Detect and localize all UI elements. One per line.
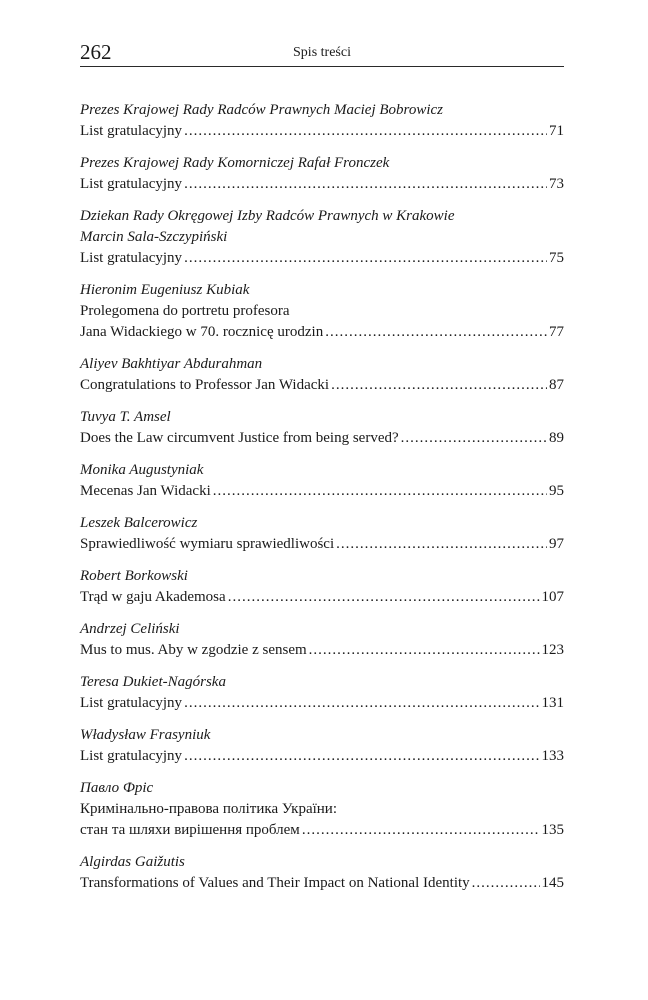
toc-entry xyxy=(80,852,564,894)
page-number: 262 xyxy=(80,40,112,64)
dot-leader xyxy=(336,534,547,555)
entry-page-number: 77 xyxy=(549,324,564,340)
entry-title: стан та шляхи вирішення проблем xyxy=(80,822,300,838)
entry-title: Mecenas Jan Widacki xyxy=(80,483,211,499)
toc-entry xyxy=(80,778,564,841)
dot-leader xyxy=(325,322,547,343)
dot-leader xyxy=(184,174,547,195)
entry-title-row xyxy=(80,121,564,142)
dot-leader xyxy=(472,873,540,894)
toc-entry xyxy=(80,354,564,396)
dot-leader xyxy=(184,121,547,142)
entry-title: Sprawiedliwość wymiaru sprawiedliwości xyxy=(80,536,335,552)
dot-leader xyxy=(213,481,547,502)
entry-title-line: Кримінально-правова політика України: xyxy=(80,801,337,817)
entry-title: Trąd w gaju Akademosa xyxy=(80,589,226,605)
dot-leader xyxy=(228,587,540,608)
toc-entry xyxy=(80,206,564,269)
page-header xyxy=(80,36,564,67)
entry-title-row xyxy=(80,693,564,714)
entry-title: Transformations of Values and Their Impact on National Identity xyxy=(80,875,470,891)
entry-title: Mus to mus. Aby w zgodzie z sensem xyxy=(80,642,307,658)
toc-entry xyxy=(80,153,564,195)
entry-title: List gratulacyjny xyxy=(80,123,183,139)
toc-entry xyxy=(80,725,564,767)
entry-page-number: 145 xyxy=(541,875,564,891)
dot-leader xyxy=(309,640,540,661)
entry-title: List gratulacyjny xyxy=(80,695,183,711)
entry-title: List gratulacyjny xyxy=(80,250,183,266)
table-of-contents xyxy=(80,100,564,905)
entry-title-row xyxy=(80,640,564,661)
entry-title-line: Prolegomena do portretu profesora xyxy=(80,303,290,319)
entry-author: Leszek Balcerowicz xyxy=(80,515,198,531)
entry-author: Prezes Krajowej Rady Radców Prawnych Maciej Bobrowicz xyxy=(80,102,443,118)
entry-page-number: 87 xyxy=(549,377,564,393)
toc-entry xyxy=(80,566,564,608)
entry-author: Aliyev Bakhtiyar Abdurahman xyxy=(80,356,263,372)
entry-page-number: 131 xyxy=(541,695,564,711)
entry-title: Congratulations to Professor Jan Widacki xyxy=(80,377,330,393)
entry-title-row xyxy=(80,746,564,767)
toc-entry xyxy=(80,460,564,502)
dot-leader xyxy=(184,746,539,767)
entry-title-row xyxy=(80,481,564,502)
entry-title-row xyxy=(80,820,564,841)
dot-leader xyxy=(184,693,539,714)
dot-leader xyxy=(401,428,547,449)
entry-title-row xyxy=(80,322,564,343)
entry-page-number: 95 xyxy=(549,483,564,499)
entry-author: Algirdas Gaižutis xyxy=(80,854,185,870)
toc-entry xyxy=(80,407,564,449)
entry-author: Павло Фріс xyxy=(80,780,154,796)
entry-author: Władysław Frasyniuk xyxy=(80,727,211,743)
toc-entry xyxy=(80,100,564,142)
entry-page-number: 71 xyxy=(549,123,564,139)
entry-author: Dziekan Rady Okręgowej Izby Radców Prawnych w Krakowie xyxy=(80,208,455,224)
entry-author: Tuvya T. Amsel xyxy=(80,409,171,425)
entry-page-number: 75 xyxy=(549,250,564,266)
toc-entry xyxy=(80,513,564,555)
entry-title: Jana Widackiego w 70. rocznicę urodzin xyxy=(80,324,324,340)
entry-title-row xyxy=(80,428,564,449)
entry-title-row xyxy=(80,587,564,608)
dot-leader xyxy=(184,248,547,269)
entry-title-row xyxy=(80,248,564,269)
entry-page-number: 107 xyxy=(541,589,564,605)
entry-page-number: 97 xyxy=(549,536,564,552)
entry-author: Monika Augustyniak xyxy=(80,462,204,478)
entry-title: List gratulacyjny xyxy=(80,748,183,764)
entry-page-number: 89 xyxy=(549,430,564,446)
dot-leader xyxy=(302,820,540,841)
entry-author: Robert Borkowski xyxy=(80,568,188,584)
dot-leader xyxy=(331,375,547,396)
entry-author: Prezes Krajowej Rady Komorniczej Rafał Fronczek xyxy=(80,155,390,171)
entry-author: Teresa Dukiet-Nagórska xyxy=(80,674,226,690)
running-title: Spis treści xyxy=(293,45,351,60)
entry-page-number: 135 xyxy=(541,822,564,838)
toc-entry xyxy=(80,672,564,714)
entry-title-row xyxy=(80,375,564,396)
entry-title-row xyxy=(80,534,564,555)
entry-title: Does the Law circumvent Justice from being served? xyxy=(80,430,399,446)
entry-title-row xyxy=(80,174,564,195)
entry-title-row xyxy=(80,873,564,894)
entry-author-continuation: Marcin Sala-Szczypiński xyxy=(80,229,228,245)
toc-entry xyxy=(80,619,564,661)
entry-page-number: 123 xyxy=(541,642,564,658)
entry-page-number: 73 xyxy=(549,176,564,192)
toc-entry xyxy=(80,280,564,343)
entry-page-number: 133 xyxy=(541,748,564,764)
entry-title: List gratulacyjny xyxy=(80,176,183,192)
entry-author: Andrzej Celiński xyxy=(80,621,180,637)
entry-author: Hieronim Eugeniusz Kubiak xyxy=(80,282,250,298)
